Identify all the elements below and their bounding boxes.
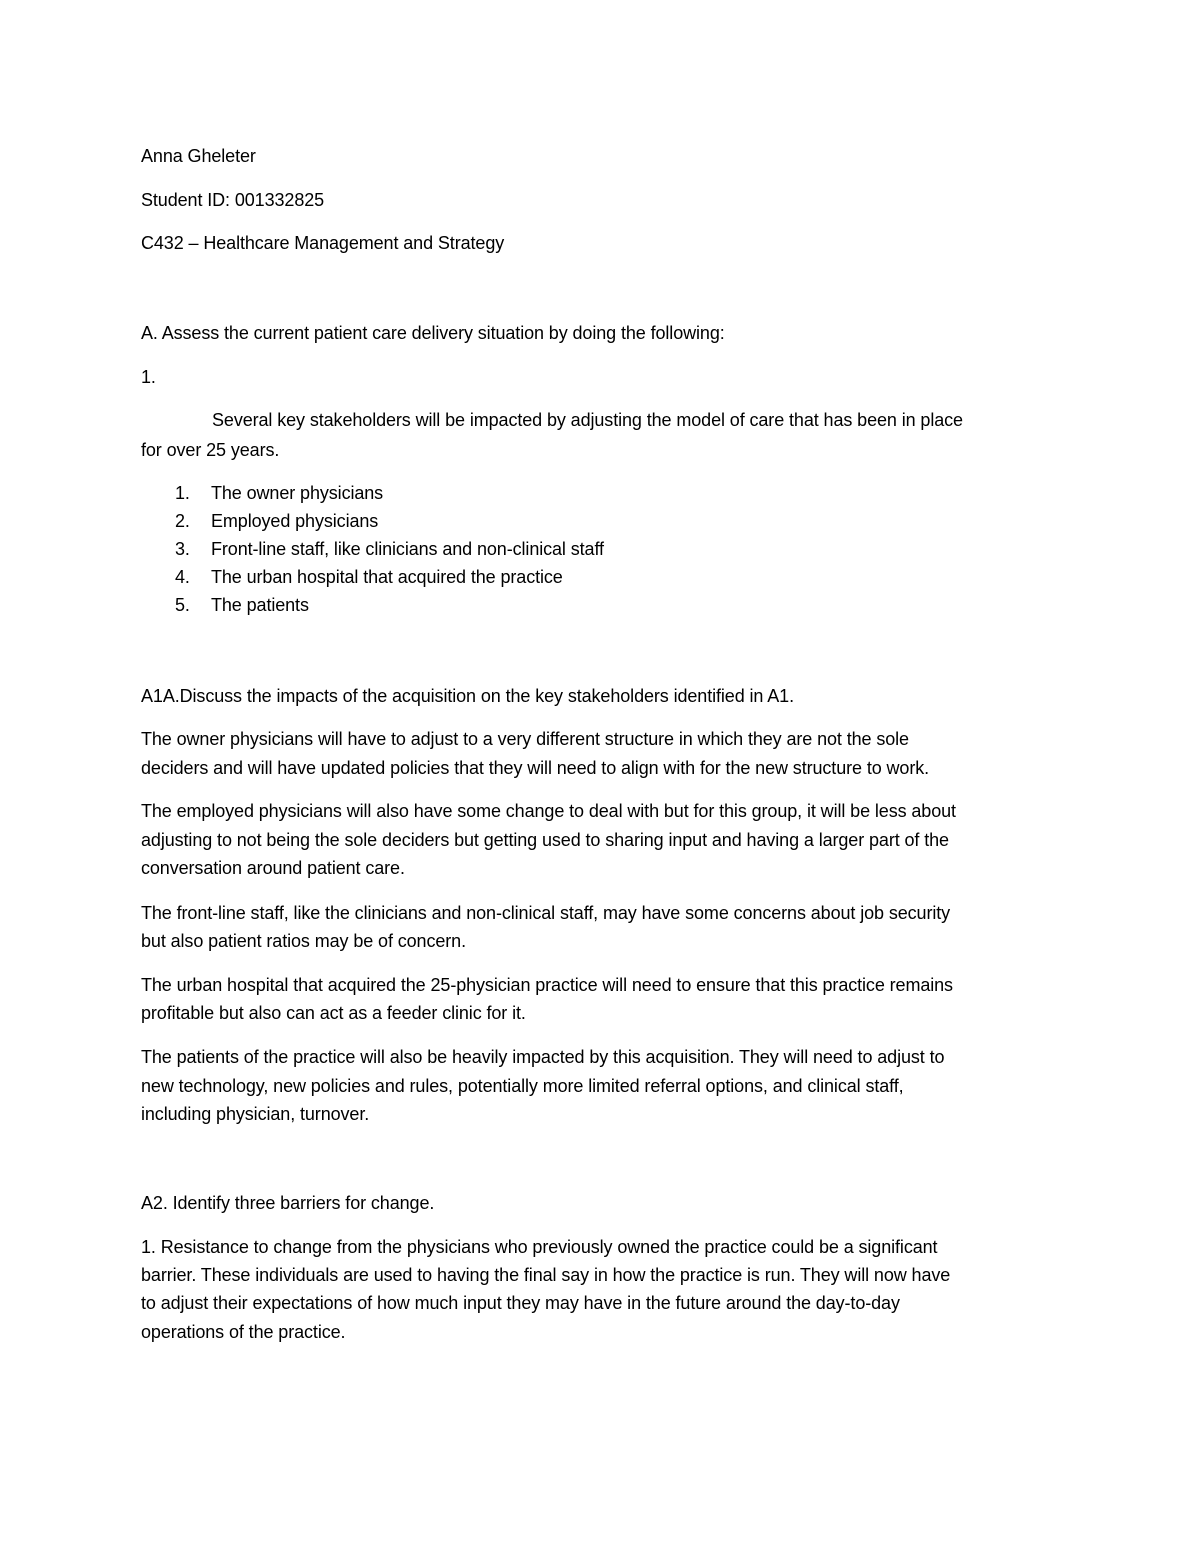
list-item-text: Employed physicians bbox=[211, 511, 379, 531]
author-name: Anna Gheleter bbox=[141, 146, 256, 166]
paragraph-line: to adjust their expectations of how much input they may have in the future around the day-to-day bbox=[141, 1293, 900, 1313]
paragraph-line: profitable but also can act as a feeder clinic for it. bbox=[141, 1003, 526, 1023]
paragraph-line: adjusting to not being the sole deciders but getting used to sharing input and having a larger part of the bbox=[141, 830, 949, 850]
paragraph-line: but also patient ratios may be of concern. bbox=[141, 931, 466, 951]
list-item-text: The urban hospital that acquired the practice bbox=[211, 567, 563, 587]
paragraph-line: operations of the practice. bbox=[141, 1322, 346, 1342]
paragraph-line: including physician, turnover. bbox=[141, 1104, 370, 1124]
section-a1a-heading: A1A.Discuss the impacts of the acquisition on the key stakeholders identified in A1. bbox=[141, 686, 794, 706]
list-item-number: 2. bbox=[175, 511, 190, 531]
section-a-sub-number: 1. bbox=[141, 367, 156, 387]
paragraph-line: deciders and will have updated policies that they will need to align with for the new structure to work. bbox=[141, 758, 930, 778]
list-item bbox=[175, 566, 563, 588]
paragraph-line: conversation around patient care. bbox=[141, 858, 405, 878]
paragraph-line: The urban hospital that acquired the 25-physician practice will need to ensure that this practice remains bbox=[141, 975, 953, 995]
course-title: C432 – Healthcare Management and Strategy bbox=[141, 233, 505, 253]
paragraph-line: The employed physicians will also have some change to deal with but for this group, it will be less about bbox=[141, 801, 956, 821]
student-id: Student ID: 001332825 bbox=[141, 190, 325, 210]
list-item-number: 4. bbox=[175, 567, 190, 587]
list-item-number: 5. bbox=[175, 595, 190, 615]
section-a-intro-line: for over 25 years. bbox=[141, 440, 280, 460]
list-item bbox=[175, 594, 309, 616]
paragraph-line: The owner physicians will have to adjust to a very different structure in which they are not the sole bbox=[141, 729, 909, 749]
list-item bbox=[175, 538, 604, 560]
paragraph-line: barrier. These individuals are used to having the final say in how the practice is run. They will now have bbox=[141, 1265, 951, 1285]
list-item bbox=[175, 482, 383, 504]
paragraph-line: The patients of the practice will also be heavily impacted by this acquisition. They will need to adjust to bbox=[141, 1047, 945, 1067]
list-item-text: Front-line staff, like clinicians and non-clinical staff bbox=[211, 539, 604, 559]
paragraph-line: The front-line staff, like the clinicians and non-clinical staff, may have some concerns about job security bbox=[141, 903, 951, 923]
section-a-heading: A. Assess the current patient care delivery situation by doing the following: bbox=[141, 323, 725, 343]
section-a2-heading: A2. Identify three barriers for change. bbox=[141, 1193, 435, 1213]
list-item bbox=[175, 510, 378, 532]
list-item-text: The patients bbox=[211, 595, 309, 615]
list-item-number: 3. bbox=[175, 539, 190, 559]
list-item-number: 1. bbox=[175, 483, 190, 503]
paragraph-line: new technology, new policies and rules, potentially more limited referral options, and clinical staff, bbox=[141, 1076, 904, 1096]
paragraph-line: 1. Resistance to change from the physicians who previously owned the practice could be a significant bbox=[141, 1237, 938, 1257]
section-a-intro-line: Several key stakeholders will be impacted by adjusting the model of care that has been in place bbox=[212, 410, 963, 430]
list-item-text: The owner physicians bbox=[211, 483, 384, 503]
